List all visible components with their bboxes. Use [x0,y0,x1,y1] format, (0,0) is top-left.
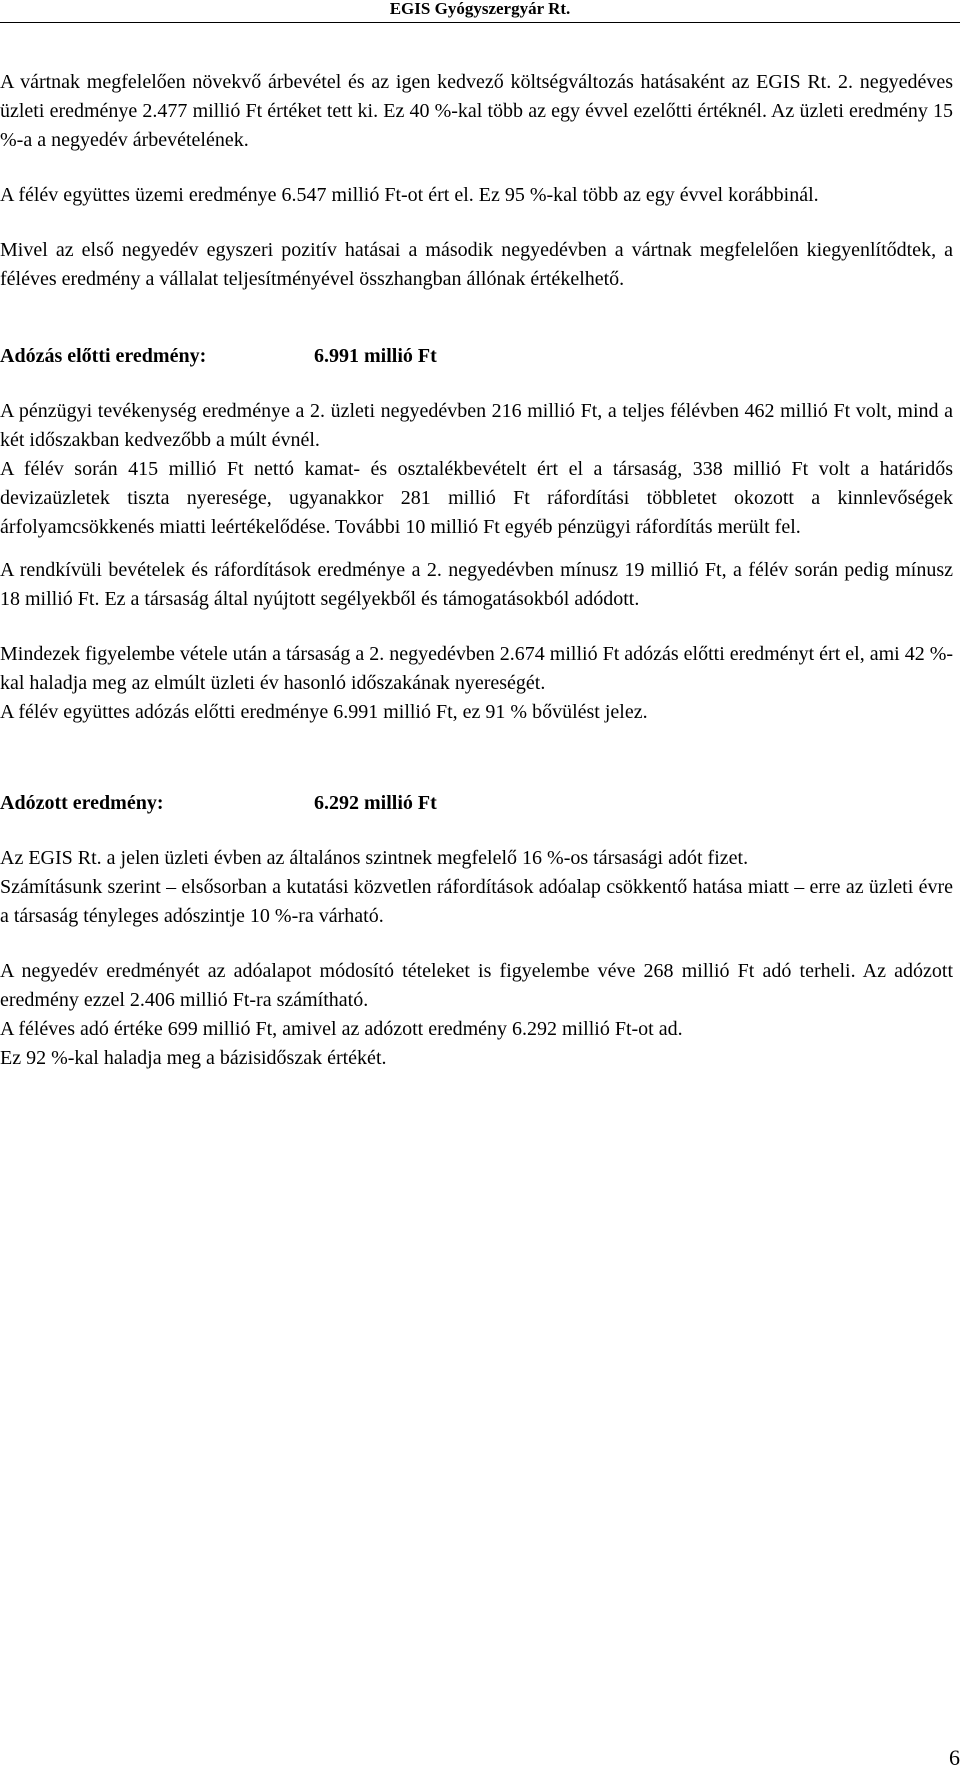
aftertax-heading [0,789,953,818]
page-number: 6 [949,1745,960,1770]
pretax-label: Adózás előtti eredmény: [0,345,207,367]
pretax-value: 6.991 millió Ft [314,345,437,367]
header-divider [0,22,960,23]
header-title: EGIS Gyógyszergyár Rt. [389,0,571,18]
paragraph-financial-result: A pénzügyi tevékenység eredménye a 2. üzleti negyedévben 216 millió Ft, a teljes félévben 462 millió Ft volt, mind a két időszakban kedvezőbb a múlt évnél. [0,400,953,451]
paragraph-operating-result: A félév együttes üzemi eredménye 6.547 millió Ft-ot ért el. Ez 95 %-kal több az egy évvel korábbinál. [0,184,819,206]
paragraph-half-year-assessment: Mivel az első negyedév egyszeri pozitív hatásai a második negyedévben a vártnak megfelelően kiegyenlítődtek, a féléves eredmény a vállalat teljesítményével összhangban állónak értékelhető. [0,239,953,290]
paragraph-interest-income: A félév során 415 millió Ft nettó kamat- és osztalékbevételt ért el a társaság, 338 millió Ft volt a határidős devizaüzletek tiszta nyeresége, ugyanakkor 281 millió Ft ráfordítási többletet okozott a kinnlevőségek árfolyamcsökkenés miatti leértékelődése. További 10 millió Ft egyéb pénzügyi ráfordítás merült fel. [0,458,953,538]
paragraph-base-comparison: Ez 92 %-kal haladja meg a bázisidőszak értékét. [0,1047,387,1069]
paragraph-quarter-tax: A negyedév eredményét az adóalapot módosító tételeket is figyelembe véve 268 millió Ft adó terheli. Az adózott eredmény ezzel 2.406 millió Ft-ra számítható. [0,960,953,1011]
pretax-heading [0,342,953,371]
paragraph-corporate-tax: Az EGIS Rt. a jelen üzleti évben az általános szintnek megfelelő 16 %-os társasági adót fizet. [0,847,749,869]
document-body [0,68,953,1073]
page-header [0,0,960,29]
paragraph-pretax-quarter: Mindezek figyelembe vétele után a társaság a 2. negyedévben 2.674 millió Ft adózás előtti eredményt ért el, ami 42 %-kal haladja meg az elmúlt üzleti év hasonló időszakának nyereségét. [0,643,954,694]
aftertax-label: Adózott eredmény: [0,792,164,814]
paragraph-effective-tax: Számításunk szerint – elsősorban a kutatási közvetlen ráfordítások adóalap csökkentő hatása miatt – erre az üzleti évre a társaság tényleges adószintje 10 %-ra várható. [0,876,953,927]
paragraph-extraordinary-items: A rendkívüli bevételek és ráfordítások eredménye a 2. negyedévben mínusz 19 millió Ft, a félév során pedig mínusz 18 millió Ft. Ez a társaság által nyújtott segélyekből és támogatásokból adódott. [0,559,953,610]
paragraph-half-year-tax: A féléves adó értéke 699 millió Ft, amivel az adózott eredmény 6.292 millió Ft-ot ad. [0,1018,683,1040]
paragraph-quarterly-result: A vártnak megfelelően növekvő árbevétel és az igen kedvező költségváltozás hatásaként az EGIS Rt. 2. negyedéves üzleti eredménye 2.477 millió Ft értéket tett ki. Ez 40 %-kal több az egy évvel ezelőtti értéknél. Az üzleti eredmény 15 %-a a negyedév árbevételének. [0,71,953,151]
aftertax-value: 6.292 millió Ft [314,792,437,814]
paragraph-pretax-half-year: A félév együttes adózás előtti eredménye 6.991 millió Ft, ez 91 % bővülést jelez. [0,701,648,723]
